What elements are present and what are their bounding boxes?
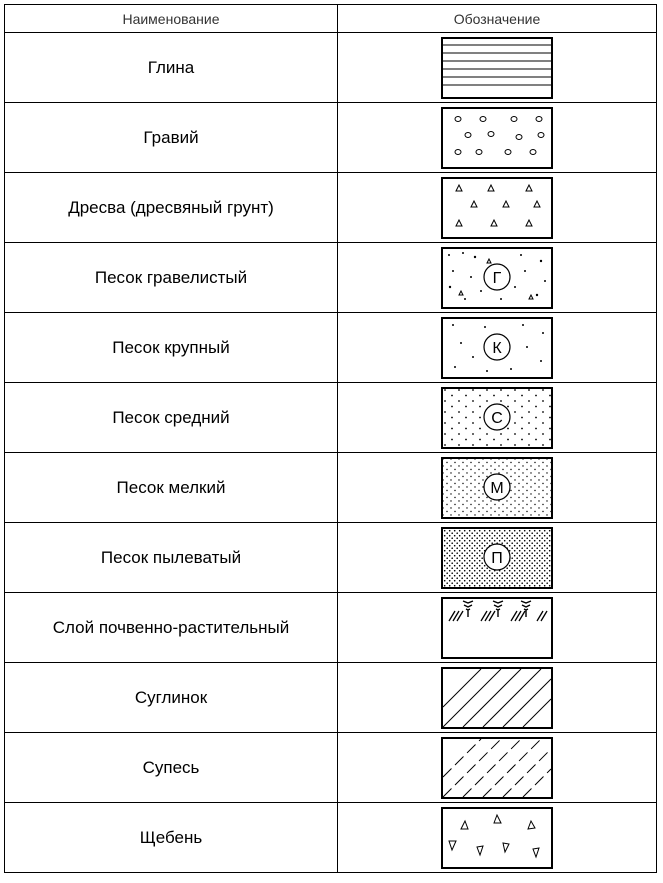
soil-name: Песок гравелистый bbox=[5, 243, 338, 313]
header-row bbox=[5, 5, 657, 33]
soil-name: Песок крупный bbox=[5, 313, 338, 383]
sand-letter: К bbox=[492, 339, 502, 357]
coarse-sand-pattern-icon bbox=[441, 317, 553, 379]
soil-name: Щебень bbox=[5, 803, 338, 873]
soil-symbol bbox=[338, 593, 657, 663]
table-row bbox=[5, 453, 657, 523]
soil-symbol bbox=[338, 453, 657, 523]
table-row bbox=[5, 593, 657, 663]
soil-name: Песок пылеватый bbox=[5, 523, 338, 593]
soil-name: Глина bbox=[5, 33, 338, 103]
soil-symbol bbox=[338, 173, 657, 243]
sandy-loam-pattern-icon bbox=[441, 737, 553, 799]
crushed-stone-pattern-icon bbox=[441, 807, 553, 869]
clay-pattern-icon bbox=[441, 37, 553, 99]
soil-name: Суглинок bbox=[5, 663, 338, 733]
loam-pattern-icon bbox=[441, 667, 553, 729]
soil-symbol bbox=[338, 803, 657, 873]
table-row bbox=[5, 33, 657, 103]
gravelly-sand-pattern-icon bbox=[441, 247, 553, 309]
soil-symbol bbox=[338, 663, 657, 733]
gravel-pattern-icon bbox=[441, 107, 553, 169]
soil-name: Песок средний bbox=[5, 383, 338, 453]
triangles-pattern-icon bbox=[441, 177, 553, 239]
table-row bbox=[5, 803, 657, 873]
header-name: Наименование bbox=[5, 5, 338, 33]
soil-legend-table bbox=[4, 4, 657, 873]
header-symbol: Обозначение bbox=[338, 5, 657, 33]
table-row bbox=[5, 523, 657, 593]
table-row bbox=[5, 103, 657, 173]
sand-letter: С bbox=[491, 409, 503, 427]
soil-symbol bbox=[338, 313, 657, 383]
sand-letter: М bbox=[490, 479, 504, 497]
table-row bbox=[5, 173, 657, 243]
soil-name: Супесь bbox=[5, 733, 338, 803]
soil-symbol bbox=[338, 33, 657, 103]
soil-name: Песок мелкий bbox=[5, 453, 338, 523]
soil-name: Дресва (дресвяный грунт) bbox=[5, 173, 338, 243]
soil-symbol bbox=[338, 523, 657, 593]
soil-symbol bbox=[338, 103, 657, 173]
table-row bbox=[5, 663, 657, 733]
soil-name: Гравий bbox=[5, 103, 338, 173]
soil-symbol bbox=[338, 733, 657, 803]
table-row bbox=[5, 383, 657, 453]
medium-sand-pattern-icon bbox=[441, 387, 553, 449]
soil-symbol bbox=[338, 383, 657, 453]
table-row bbox=[5, 733, 657, 803]
soil-name: Слой почвенно-растительный bbox=[5, 593, 338, 663]
table-row bbox=[5, 243, 657, 313]
sand-letter: Г bbox=[492, 269, 502, 287]
table-row bbox=[5, 313, 657, 383]
soil-vegetation-pattern-icon bbox=[441, 597, 553, 659]
fine-sand-pattern-icon bbox=[441, 457, 553, 519]
sand-letter: П bbox=[491, 549, 503, 567]
soil-symbol bbox=[338, 243, 657, 313]
silty-sand-pattern-icon bbox=[441, 527, 553, 589]
